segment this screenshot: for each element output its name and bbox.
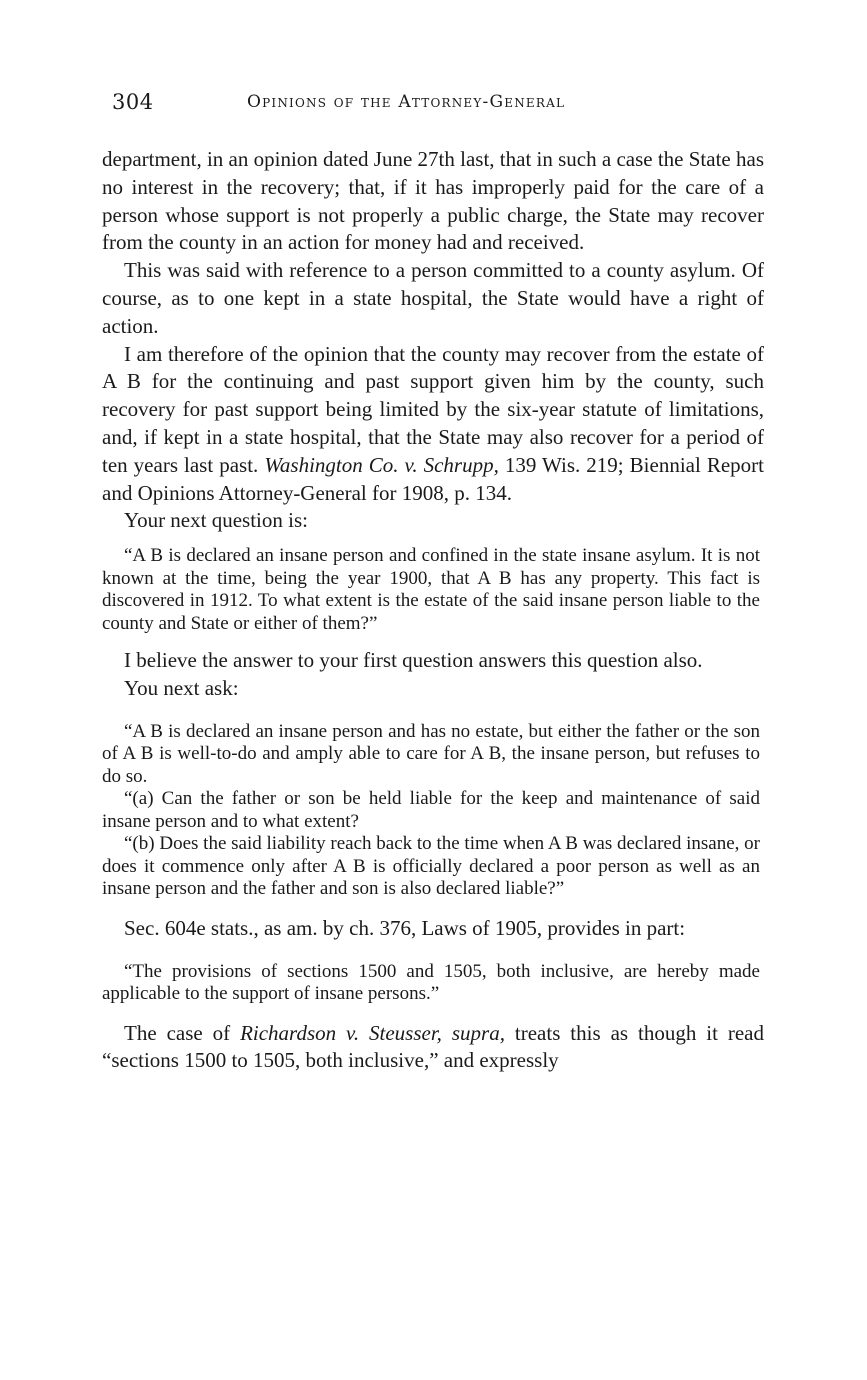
quote-subquestion-b: “(b) Does the said liability reach back to the time when A B was declared insane, or does it commence only after A B is officially declared a poor person as well as an insane person and the father and son is also declared liable?”: [102, 833, 760, 900]
paragraph-county-asylum: This was said with reference to a person committed to a county asylum. Of course, as to one kept in a state hospital, the State would have a right of action.: [102, 258, 764, 338]
paragraph-richardson-text: The case of: [124, 1020, 241, 1045]
block-quote-question-2: [102, 721, 760, 901]
paragraph-richardson-rest: treats this as though it read “sections 1500 to 1505, both inclusive,” and expressly: [102, 1020, 764, 1073]
paragraph-statute: Sec. 604e stats., as am. by ch. 376, Laws of 1905, provides in part:: [124, 915, 686, 940]
quote-text: “A B is declared an insane person and confined in the state insane asylum. It is not known at the time, being the year 1900, that A B has any property. This fact is discovered in 1912. To what extent is the estate of the said insane person liable to the county and State or either of them?”: [102, 545, 760, 634]
paragraph-next-ask: You next ask:: [124, 675, 239, 700]
paragraph-opinion-text: I am therefore of the opinion that the county may recover from the estate of A B for the continuing and past support given him by the county, such recovery for past support being limited by the six-year statute of limitations, and, if kept in a state hospital, that the State may also recover for a period of ten years last past.: [102, 341, 764, 477]
paragraph-next-question: Your next question is:: [124, 508, 308, 533]
paragraph-opinion-citation: 139 Wis. 219; Biennial Report and Opinions Attorney-General for 1908, p. 134.: [102, 452, 764, 505]
case-citation-washington: Washington Co. v. Schrupp,: [264, 452, 499, 477]
paragraph-richardson: [102, 1020, 764, 1076]
running-head: Opinions of the Attorney-General: [247, 92, 566, 112]
quote-subquestion-a: “(a) Can the father or son be held liable for the keep and maintenance of said insane person and to what extent?: [102, 788, 760, 832]
page-number: 304: [112, 90, 154, 114]
block-quote-statute: [102, 961, 760, 1006]
paragraph-continuation: department, in an opinion dated June 27th last, that in such a case the State has no interest in the recovery; that, if it has improperly paid for the care of a person whose support is not properly a public charge, the State may recover from the county in an action for money had and received.: [102, 147, 764, 255]
page-header: [112, 90, 752, 122]
paragraph-answer: I believe the answer to your first question answers this question also.: [124, 648, 703, 673]
quote-text: “The provisions of sections 1500 and 1505, both inclusive, are hereby made applicable to the support of insane persons.”: [102, 960, 760, 1005]
case-citation-richardson: Richardson v. Steusser, supra,: [240, 1020, 505, 1045]
quote-text: “A B is declared an insane person and has no estate, but either the father or the son of A B is well-to-do and amply able to care for A B, the insane person, but refuses to do so.: [102, 720, 760, 787]
body-text: [102, 146, 764, 1075]
paragraph-opinion: [102, 341, 764, 508]
block-quote-question-1: [102, 545, 760, 635]
